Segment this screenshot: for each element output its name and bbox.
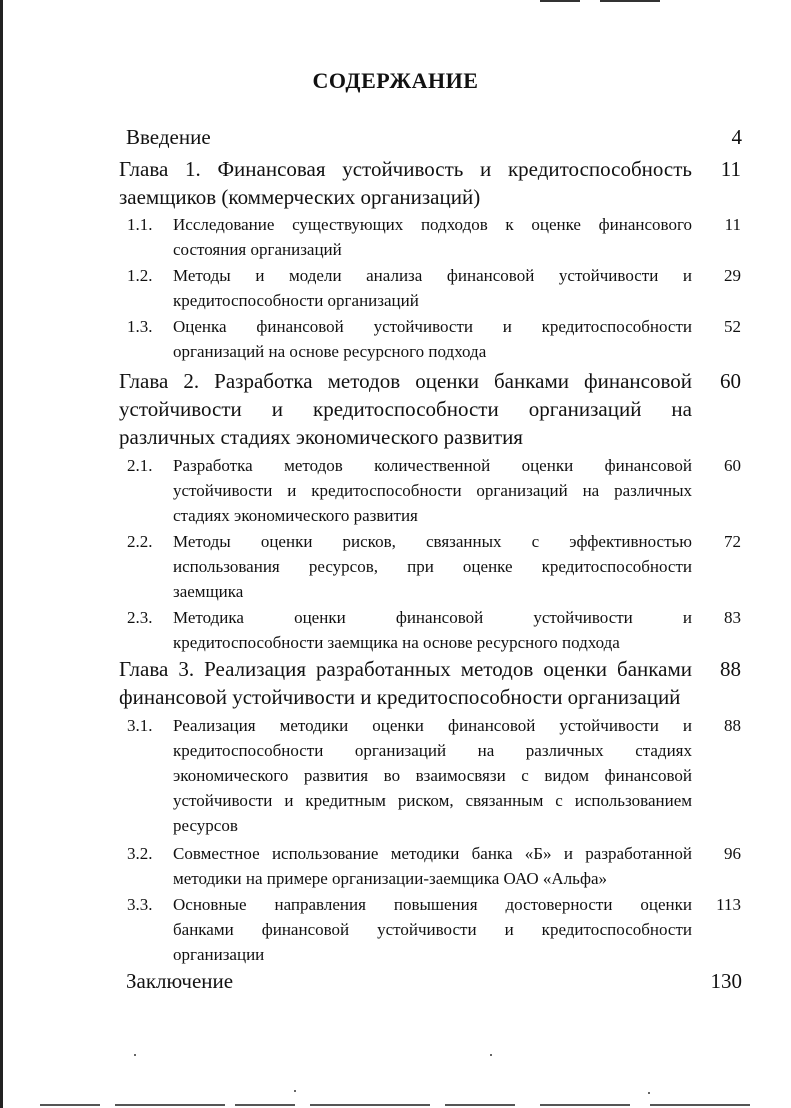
scan-top-mark bbox=[600, 0, 660, 2]
toc-entry-text: Методы оценки рисков, связанных с эффективностью использования ресурсов, при оценке кредитоспособности заемщика bbox=[173, 532, 692, 601]
toc-entry-text: Введение bbox=[126, 125, 211, 149]
toc-section-number: 2.3. bbox=[127, 608, 153, 627]
toc-section-number: 2.1. bbox=[127, 456, 153, 475]
toc-page-number: 11 bbox=[720, 157, 741, 181]
toc-page-number: 29 bbox=[724, 266, 741, 285]
toc-entry-text: Методика оценки финансовой устойчивости и кредитоспособности заемщика на основе ресурсного подхода bbox=[173, 608, 692, 652]
toc-page-number: 11 bbox=[724, 215, 741, 234]
toc-page-number: 96 bbox=[724, 844, 741, 863]
scan-speck bbox=[294, 1090, 296, 1092]
toc-section-number: 3.1. bbox=[127, 716, 153, 735]
scan-speck bbox=[134, 1054, 136, 1056]
toc-section-number: 2.2. bbox=[127, 532, 153, 551]
toc-entry-text: Заключение bbox=[126, 969, 234, 993]
toc-entry-text: Глава 1. Финансовая устойчивость и кредитоспособность заемщиков (коммерческих организаций) bbox=[119, 157, 692, 209]
toc-section-number: 1.2. bbox=[127, 266, 153, 285]
toc-page-number: 88 bbox=[720, 657, 741, 681]
scan-left-edge bbox=[0, 0, 3, 1108]
toc-page-number: 83 bbox=[724, 608, 741, 627]
toc-entry-text: Реализация методики оценки финансовой устойчивости и кредитоспособности организаций на различных стадиях экономического развития во взаимосвязи с видом финансовой устойчивости и кредитным риском, связанным с использованием ресурсов bbox=[173, 716, 692, 835]
toc-section-number: 1.1. bbox=[127, 215, 153, 234]
toc-section-number: 1.3. bbox=[127, 317, 153, 336]
toc-entry-text: Разработка методов количественной оценки финансовой устойчивости и кредитоспособности организаций на различных стадиях экономического развития bbox=[173, 456, 692, 525]
toc-page-number: 52 bbox=[724, 317, 741, 336]
page-title: СОДЕРЖАНИЕ bbox=[312, 68, 479, 93]
toc-entry-text: Оценка финансовой устойчивости и кредитоспособности организаций на основе ресурсного подхода bbox=[173, 317, 692, 361]
toc-page-number: 88 bbox=[724, 716, 741, 735]
toc-page-number: 60 bbox=[724, 456, 741, 475]
scan-top-mark bbox=[540, 0, 580, 2]
toc-page-number: 4 bbox=[731, 125, 742, 149]
toc-entry-text: Глава 3. Реализация разработанных методов оценки банками финансовой устойчивости и кредитоспособности организаций bbox=[119, 657, 692, 709]
toc-section-number: 3.3. bbox=[127, 895, 153, 914]
toc-entry-text: Глава 2. Разработка методов оценки банками финансовой устойчивости и кредитоспособности организаций на различных стадиях экономического развития bbox=[119, 369, 692, 449]
toc-page-number: 72 bbox=[724, 532, 741, 551]
toc-entry-text: Основные направления повышения достоверности оценки банками финансовой устойчивости и кредитоспособности организации bbox=[173, 895, 692, 964]
toc-entry-text: Методы и модели анализа финансовой устойчивости и кредитоспособности организаций bbox=[173, 266, 692, 310]
scan-speck bbox=[648, 1092, 650, 1094]
toc-entry-text: Совместное использование методики банка «Б» и разработанной методики на примере организации-заемщика ОАО «Альфа» bbox=[173, 844, 692, 888]
toc-section-number: 3.2. bbox=[127, 844, 153, 863]
toc-page-number: 60 bbox=[720, 369, 741, 393]
toc-page-number: 130 bbox=[710, 969, 742, 993]
toc-page-number: 113 bbox=[716, 895, 741, 914]
scan-speck bbox=[490, 1054, 492, 1056]
toc-entry-text: Исследование существующих подходов к оценке финансового состояния организаций bbox=[173, 215, 692, 259]
scan-bottom-edge bbox=[0, 1104, 791, 1108]
